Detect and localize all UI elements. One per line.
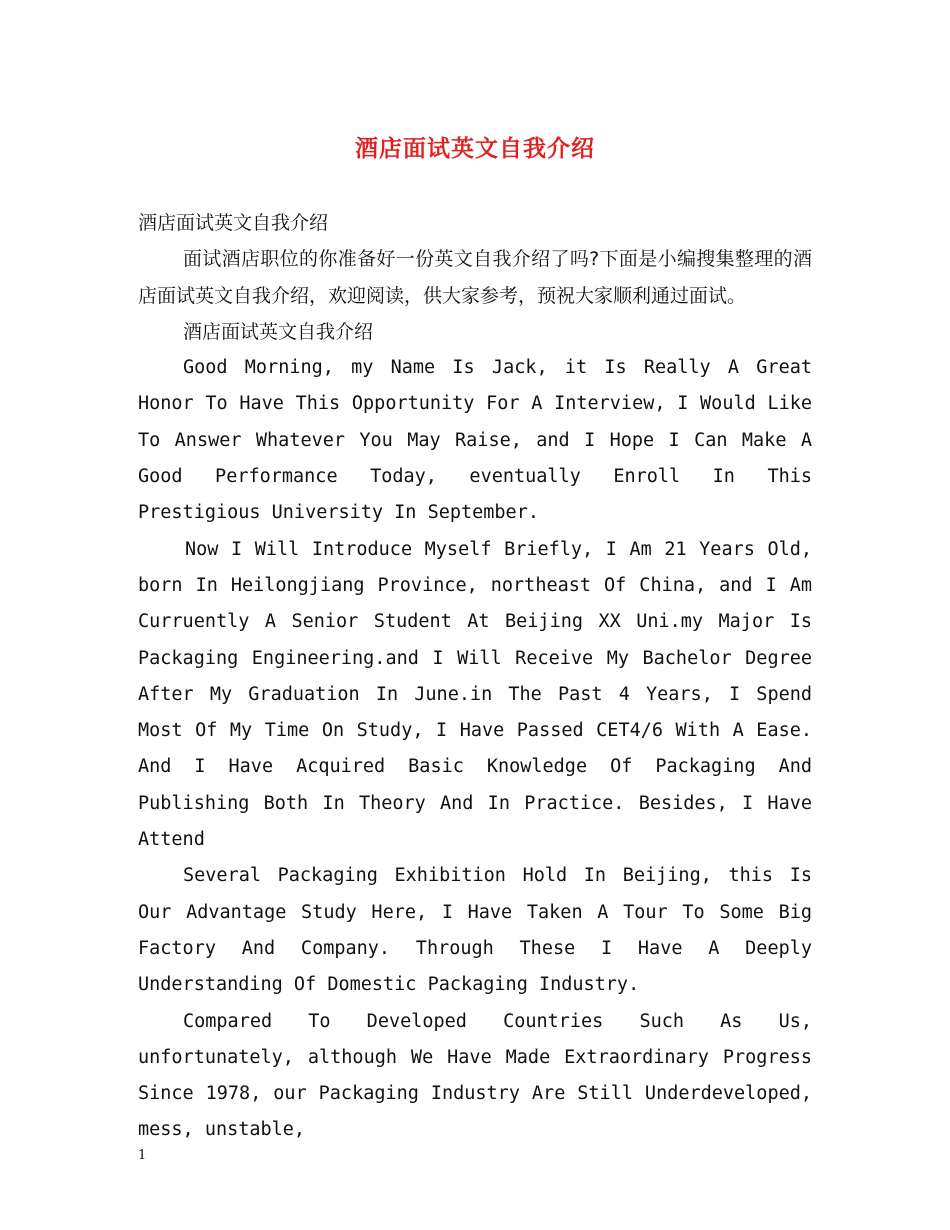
document-title: 酒店面试英文自我介绍	[355, 135, 595, 162]
paragraph-heading: 酒店面试英文自我介绍	[138, 212, 329, 234]
paragraph-intro: 面试酒店职位的你准备好一份英文自我介绍了吗?下面是小编搜集整理的酒店面试英文自我介绍，欢迎阅读，供大家参考，预祝大家顺利通过面试。	[138, 248, 812, 307]
paragraph-introduction: Now I Will Introduce Myself Briefly, I Am 21 Years Old, born In Heilongjiang Province, northeast Of China, and I Am Curruently A Senior Student At Beijing XX Uni.my Major Is Packaging Engineering.and I Will Receive My Bachelor Degree After My Graduation In June.in The Past 4 Years, I Spend Most Of My Time On Study, I Have Passed CET4/6 With A Ease. And I Have Acquired Basic Knowledge Of Packaging And Publishing Both In Theory And In Practice. Besides, I Have Attend	[138, 538, 812, 851]
paragraph-greeting: Good Morning, my Name Is Jack, it Is Really A Great Honor To Have This Opportunity For A Interview, I Would Like To Answer Whatever You May Raise, and I Hope I Can Make A Good Performance Today, eventually Enroll In This Prestigious University In September.	[138, 357, 812, 524]
paragraph-comparison: Compared To Developed Countries Such As Us, unfortunately, although We Have Made Extraordinary Progress Since 1978, our Packaging Industry Are Still Underdeveloped, mess, unstable,	[138, 1010, 812, 1141]
document-body	[138, 205, 812, 1149]
page-number: 1	[138, 1148, 147, 1163]
paragraph-subheading: 酒店面试英文自我介绍	[183, 320, 374, 343]
paragraph-exhibition: Several Packaging Exhibition Hold In Beijing, this Is Our Advantage Study Here, I Have Taken A Tour To Some Big Factory And Company. Through These I Have A Deeply Understanding Of Domestic Packaging Industry.	[138, 865, 812, 996]
